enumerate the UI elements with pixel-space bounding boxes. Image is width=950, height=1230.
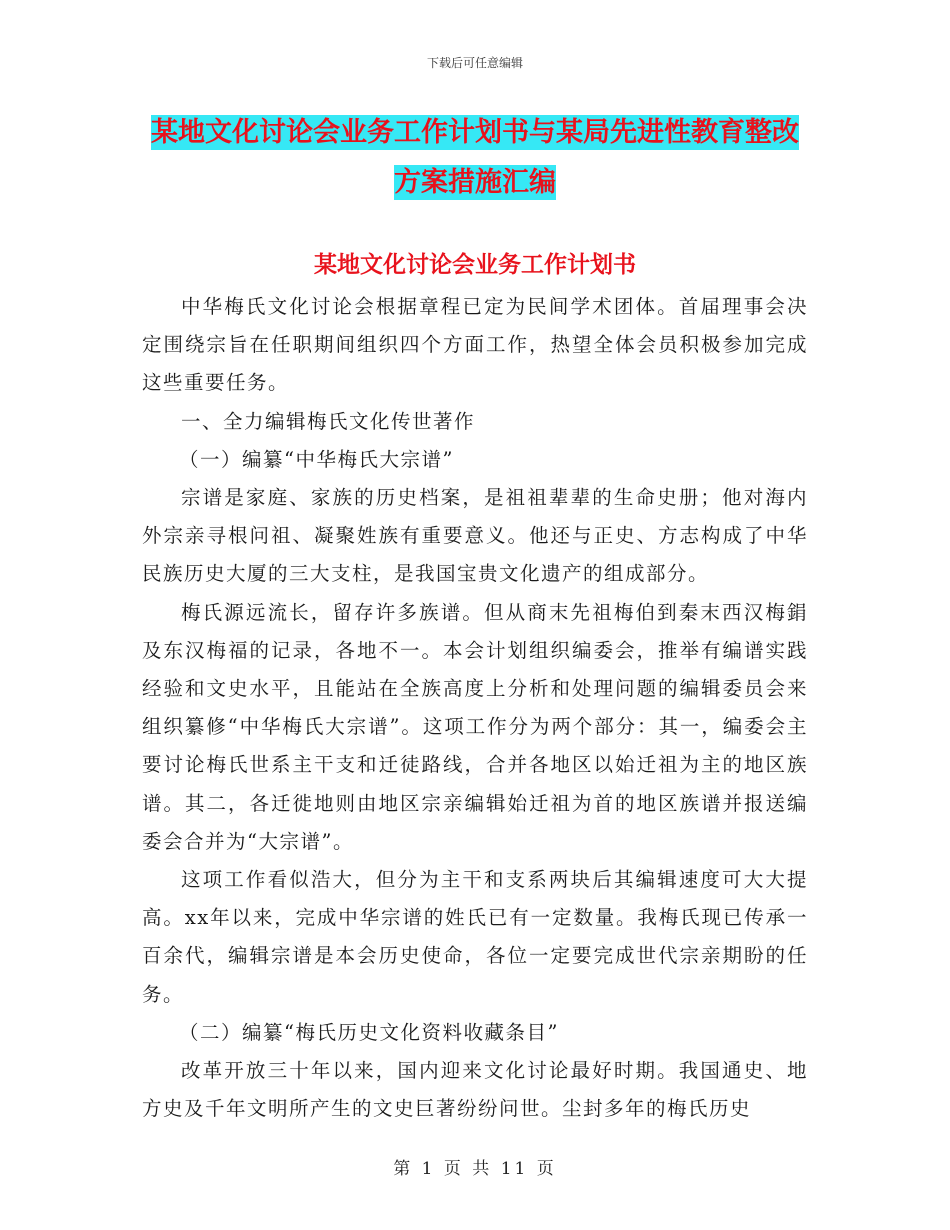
paragraph-reform: 改革开放三十年以来，国内迎来文化讨论最好时期。我国通史、地方史及千年文明所产生的文史巨著纷纷问世。尘封多年的梅氏历史 xyxy=(142,1059,808,1121)
paragraph-intro: 中华梅氏文化讨论会根据章程已定为民间学术团体。首届理事会决定围绕宗旨在任职期间组织四个方面工作，热望全体会员积极参加完成这些重要任务。 xyxy=(142,295,808,395)
page-header-note: 下载后可任意编辑 xyxy=(426,56,523,70)
subheading-2: （二）编纂“梅氏历史文化资料收藏条目” xyxy=(179,1020,559,1044)
paragraph-scope: 这项工作看似浩大，但分为主干和支系两块后其编辑速度可大大提高。xx年以来，完成中华宗谱的姓氏已有一定数量。我梅氏现已传承一百余代，编辑宗谱是本会历史使命，各位一定要完成世代宗亲期盼的任务。 xyxy=(142,868,808,1006)
paragraph-genealogy: 宗谱是家庭、家族的历史档案，是祖祖辈辈的生命史册；他对海内外宗亲寻根问祖、凝聚姓族有重要意义。他还与正史、方志构成了中华民族历史大厦的三大支柱，是我国宝贵文化遗产的组成部分。 xyxy=(142,486,808,586)
document-body xyxy=(142,288,808,1128)
document-main-title xyxy=(140,108,810,208)
section-title: 某地文化讨论会业务工作计划书 xyxy=(314,252,636,278)
page-number: 第 1 页 共 11 页 xyxy=(393,1159,557,1179)
paragraph-origins: 梅氏源远流长，留存许多族谱。但从商末先祖梅伯到秦末西汉梅鋗及东汉梅福的记录，各地不一。本会计划组织编委会，推举有编谱实践经验和文史水平，且能站在全族高度上分析和处理问题的编辑委员会来组织纂修“中华梅氏大宗谱”。这项工作分为两个部分：其一，编委会主要讨论梅氏世系主干支和迁徒路线，合并各地区以始迁祖为主的地区族谱。其二，各迁徙地则由地区宗亲编辑始迁祖为首的地区族谱并报送编委会合并为“大宗谱”。 xyxy=(142,600,808,853)
heading-section-1: 一、全力编辑梅氏文化传世著作 xyxy=(181,409,476,433)
subheading-1: （一）编纂“中华梅氏大宗谱” xyxy=(179,447,454,471)
main-title-text: 某地文化讨论会业务工作计划书与某局先进性教育整改方案措施汇编 xyxy=(151,117,799,198)
